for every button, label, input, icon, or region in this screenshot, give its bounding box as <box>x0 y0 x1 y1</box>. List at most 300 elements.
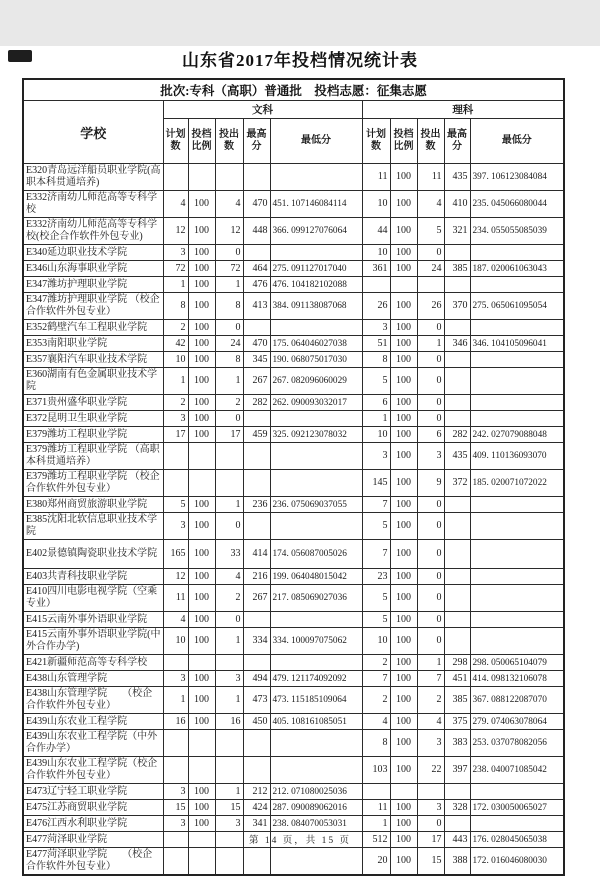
lk-ratio-cell: 100 <box>390 832 417 848</box>
lk-cast-cell: 0 <box>417 368 444 395</box>
wk-cast-cell <box>215 730 243 757</box>
lk-ratio-cell: 100 <box>390 816 417 832</box>
table-row <box>23 336 564 352</box>
wk-cast-cell: 0 <box>215 612 243 628</box>
lk-cast-cell: 11 <box>417 164 444 191</box>
wk-ratio-cell: 100 <box>188 800 215 816</box>
wk-cast-cell: 1 <box>215 687 243 714</box>
table-row <box>23 320 564 336</box>
school-cell: E380郑州商贸旅游职业学院 <box>23 497 163 513</box>
lk-ratio-cell: 100 <box>390 218 417 245</box>
lk-max-cell: 410 <box>444 191 470 218</box>
wk-max-cell: 494 <box>243 671 270 687</box>
lk-max-cell: 435 <box>444 164 470 191</box>
school-cell: E477菏泽职业学院 <box>23 832 163 848</box>
lk-max-cell <box>444 320 470 336</box>
lk-cast-cell: 0 <box>417 245 444 261</box>
wk-cast-cell <box>215 443 243 470</box>
wk-plan-cell: 1 <box>163 368 188 395</box>
scan-artifact <box>8 50 32 62</box>
wk-max-cell: 282 <box>243 395 270 411</box>
page-footer: 第 14 页，共 15 页 <box>248 836 351 846</box>
wk-ratio-cell <box>188 757 215 784</box>
wk-ratio-cell: 100 <box>188 612 215 628</box>
school-cell: E332济南幼儿师范高等专科学校(校企合作软件外包专业) <box>23 218 163 245</box>
lk-plan-cell: 11 <box>362 164 390 191</box>
wk-min-cell <box>270 164 362 191</box>
wk-min-cell <box>270 848 362 876</box>
lk-ratio-cell <box>390 784 417 800</box>
lk-ratio-cell: 100 <box>390 730 417 757</box>
wk-cast-cell: 8 <box>215 293 243 320</box>
wk-min-cell <box>270 655 362 671</box>
wk-plan-header: 计划数 <box>163 119 188 164</box>
wk-min-cell <box>270 470 362 497</box>
lk-plan-cell: 1 <box>362 816 390 832</box>
wk-max-cell: 450 <box>243 714 270 730</box>
lk-ratio-cell: 100 <box>390 395 417 411</box>
table-row <box>23 687 564 714</box>
wk-cast-cell <box>215 164 243 191</box>
wk-max-header: 最高分 <box>243 119 270 164</box>
lk-plan-cell: 5 <box>362 368 390 395</box>
lk-min-cell: 242. 027079088048 <box>470 427 564 443</box>
lk-plan-cell: 8 <box>362 352 390 368</box>
page-title: 山东省2017年投档情况统计表 <box>182 51 418 70</box>
lk-ratio-cell: 100 <box>390 427 417 443</box>
lk-ratio-cell: 100 <box>390 191 417 218</box>
wk-plan-cell <box>163 164 188 191</box>
lk-max-cell: 451 <box>444 671 470 687</box>
lk-max-header: 最高分 <box>444 119 470 164</box>
wk-cast-cell <box>215 470 243 497</box>
lk-ratio-cell: 100 <box>390 848 417 876</box>
lk-cast-cell: 0 <box>417 411 444 427</box>
wk-ratio-cell: 100 <box>188 218 215 245</box>
lk-min-cell <box>470 585 564 612</box>
table-row <box>23 164 564 191</box>
wk-ratio-cell: 100 <box>188 368 215 395</box>
lk-cast-cell: 6 <box>417 427 444 443</box>
wk-min-cell <box>270 730 362 757</box>
lk-max-cell: 397 <box>444 757 470 784</box>
lk-plan-cell: 10 <box>362 191 390 218</box>
lk-plan-cell: 11 <box>362 800 390 816</box>
lk-min-cell <box>470 569 564 585</box>
batch-line: 批次:专科（高职）普通批 投档志愿：征集志愿 <box>23 79 564 101</box>
lk-plan-cell: 3 <box>362 320 390 336</box>
wk-ratio-cell <box>188 730 215 757</box>
school-cell: E403共青科技职业学院 <box>23 569 163 585</box>
wk-ratio-cell: 100 <box>188 784 215 800</box>
wk-plan-cell: 3 <box>163 784 188 800</box>
lk-ratio-cell: 100 <box>390 320 417 336</box>
wk-max-cell: 334 <box>243 628 270 655</box>
table-row <box>23 293 564 320</box>
school-header: 学校 <box>23 101 163 164</box>
school-cell: E379潍坊工程职业学院 <box>23 427 163 443</box>
wk-cast-cell <box>215 757 243 784</box>
table-row <box>23 816 564 832</box>
lk-max-cell: 443 <box>444 832 470 848</box>
wk-plan-cell: 1 <box>163 687 188 714</box>
wk-plan-cell <box>163 757 188 784</box>
lk-max-cell: 321 <box>444 218 470 245</box>
wk-min-cell: 262. 090093032017 <box>270 395 362 411</box>
wk-max-cell: 448 <box>243 218 270 245</box>
lk-max-cell: 328 <box>444 800 470 816</box>
wk-min-cell: 175. 064046027038 <box>270 336 362 352</box>
wk-ratio-cell: 100 <box>188 497 215 513</box>
wk-ratio-cell: 100 <box>188 352 215 368</box>
lk-min-cell <box>470 628 564 655</box>
lk-ratio-cell: 100 <box>390 569 417 585</box>
table-row <box>23 671 564 687</box>
wk-plan-cell: 5 <box>163 497 188 513</box>
table-row <box>23 470 564 497</box>
lk-cast-cell: 0 <box>417 352 444 368</box>
lk-min-cell: 346. 104105096041 <box>470 336 564 352</box>
wk-cast-cell: 3 <box>215 671 243 687</box>
wk-plan-cell: 10 <box>163 628 188 655</box>
lk-plan-cell: 512 <box>362 832 390 848</box>
wk-min-cell: 479. 121174092092 <box>270 671 362 687</box>
lk-plan-cell: 7 <box>362 497 390 513</box>
wk-plan-cell <box>163 470 188 497</box>
wk-plan-cell: 42 <box>163 336 188 352</box>
school-cell: E438山东管理学院 （校企合作软件外包专业） <box>23 687 163 714</box>
wk-min-cell <box>270 513 362 540</box>
wk-plan-cell: 3 <box>163 245 188 261</box>
lk-max-cell: 383 <box>444 730 470 757</box>
school-cell: E402景德镇陶瓷职业技术学院 <box>23 540 163 569</box>
lk-min-cell <box>470 368 564 395</box>
wk-cast-cell: 0 <box>215 245 243 261</box>
lk-min-cell <box>470 352 564 368</box>
lk-max-cell: 282 <box>444 427 470 443</box>
wk-max-cell: 464 <box>243 261 270 277</box>
school-cell: E347潍坊护理职业学院 （校企合作软件外包专业） <box>23 293 163 320</box>
wk-max-cell: 470 <box>243 191 270 218</box>
lk-plan-header: 计划数 <box>362 119 390 164</box>
lk-cast-cell <box>417 784 444 800</box>
lk-ratio-cell: 100 <box>390 293 417 320</box>
lk-plan-cell: 2 <box>362 655 390 671</box>
lk-max-cell: 435 <box>444 443 470 470</box>
wk-min-cell: 217. 085069027036 <box>270 585 362 612</box>
wk-plan-cell: 1 <box>163 277 188 293</box>
lk-ratio-cell: 100 <box>390 261 417 277</box>
lk-plan-cell: 4 <box>362 714 390 730</box>
wk-max-cell: 267 <box>243 585 270 612</box>
lk-ratio-cell: 100 <box>390 671 417 687</box>
lk-ratio-header: 投档比例 <box>390 119 417 164</box>
wk-min-cell <box>270 757 362 784</box>
wk-max-cell <box>243 411 270 427</box>
wk-ratio-cell <box>188 848 215 876</box>
wk-plan-cell <box>163 443 188 470</box>
wk-ratio-cell: 100 <box>188 585 215 612</box>
school-cell: E477菏泽职业学院 （校企合作软件外包专业） <box>23 848 163 876</box>
wk-plan-cell: 10 <box>163 352 188 368</box>
wk-plan-cell: 72 <box>163 261 188 277</box>
lk-cast-cell: 9 <box>417 470 444 497</box>
wk-cast-cell: 2 <box>215 585 243 612</box>
table-row <box>23 261 564 277</box>
wk-ratio-cell: 100 <box>188 245 215 261</box>
lk-ratio-cell: 100 <box>390 352 417 368</box>
wk-min-cell <box>270 612 362 628</box>
lk-max-cell <box>444 497 470 513</box>
lk-max-cell: 385 <box>444 261 470 277</box>
wk-cast-cell: 2 <box>215 395 243 411</box>
wk-max-cell <box>243 513 270 540</box>
lk-plan-cell: 44 <box>362 218 390 245</box>
section-wenke: 文科 <box>163 101 362 119</box>
table-row <box>23 628 564 655</box>
wk-min-cell: 405. 108161085051 <box>270 714 362 730</box>
lk-min-cell: 279. 074063078064 <box>470 714 564 730</box>
admission-table <box>22 78 565 876</box>
wk-max-cell <box>243 730 270 757</box>
wk-max-cell: 267 <box>243 368 270 395</box>
lk-plan-cell: 10 <box>362 245 390 261</box>
wk-min-cell: 236. 075069037055 <box>270 497 362 513</box>
lk-plan-cell <box>362 784 390 800</box>
school-cell: E438山东管理学院 <box>23 671 163 687</box>
wk-min-cell: 199. 064048015042 <box>270 569 362 585</box>
lk-cast-cell: 0 <box>417 513 444 540</box>
lk-min-cell: 235. 045066080044 <box>470 191 564 218</box>
table-row <box>23 368 564 395</box>
lk-min-cell: 253. 037078082056 <box>470 730 564 757</box>
lk-min-cell <box>470 411 564 427</box>
lk-max-cell <box>444 569 470 585</box>
lk-ratio-cell: 100 <box>390 800 417 816</box>
wk-cast-cell: 16 <box>215 714 243 730</box>
school-cell: E385沈阳北软信息职业技术学院 <box>23 513 163 540</box>
wk-cast-cell: 1 <box>215 784 243 800</box>
lk-max-cell <box>444 540 470 569</box>
lk-min-cell <box>470 540 564 569</box>
lk-max-cell: 346 <box>444 336 470 352</box>
wk-min-cell: 451. 107146084114 <box>270 191 362 218</box>
lk-plan-cell: 103 <box>362 757 390 784</box>
lk-min-cell <box>470 816 564 832</box>
wk-max-cell: 470 <box>243 336 270 352</box>
lk-plan-cell: 5 <box>362 612 390 628</box>
wk-min-cell: 267. 082096060029 <box>270 368 362 395</box>
wk-ratio-cell: 100 <box>188 261 215 277</box>
wk-plan-cell: 3 <box>163 513 188 540</box>
lk-min-cell <box>470 320 564 336</box>
lk-plan-cell: 361 <box>362 261 390 277</box>
lk-plan-cell: 3 <box>362 443 390 470</box>
lk-cast-cell: 22 <box>417 757 444 784</box>
wk-cast-cell: 1 <box>215 628 243 655</box>
table-row <box>23 848 564 876</box>
lk-ratio-cell: 100 <box>390 655 417 671</box>
lk-max-cell: 372 <box>444 470 470 497</box>
lk-cast-cell <box>417 277 444 293</box>
wk-plan-cell: 3 <box>163 671 188 687</box>
table-row <box>23 427 564 443</box>
school-cell: E415云南外事外语职业学院 <box>23 612 163 628</box>
wk-ratio-cell: 100 <box>188 513 215 540</box>
wk-max-cell: 236 <box>243 497 270 513</box>
table-row <box>23 800 564 816</box>
lk-ratio-cell: 100 <box>390 757 417 784</box>
lk-cast-cell: 4 <box>417 714 444 730</box>
table-row <box>23 757 564 784</box>
table-row <box>23 714 564 730</box>
lk-cast-cell: 1 <box>417 336 444 352</box>
wk-ratio-cell: 100 <box>188 687 215 714</box>
lk-min-cell: 414. 098132106078 <box>470 671 564 687</box>
wk-cast-cell: 0 <box>215 513 243 540</box>
wk-max-cell <box>243 655 270 671</box>
lk-plan-cell: 8 <box>362 730 390 757</box>
wk-cast-cell: 8 <box>215 352 243 368</box>
lk-cast-cell: 0 <box>417 395 444 411</box>
wk-max-cell: 341 <box>243 816 270 832</box>
wk-cast-cell: 4 <box>215 569 243 585</box>
wk-min-cell <box>270 411 362 427</box>
wk-max-cell: 476 <box>243 277 270 293</box>
lk-max-cell <box>444 368 470 395</box>
lk-cast-cell: 0 <box>417 816 444 832</box>
wk-ratio-cell: 100 <box>188 277 215 293</box>
wk-min-cell: 476. 104182102088 <box>270 277 362 293</box>
wk-ratio-cell: 100 <box>188 628 215 655</box>
school-cell: E475江苏商贸职业学院 <box>23 800 163 816</box>
batch-row <box>23 79 564 101</box>
lk-min-cell <box>470 612 564 628</box>
wk-min-cell: 287. 090089062016 <box>270 800 362 816</box>
wk-min-cell: 366. 099127076064 <box>270 218 362 245</box>
lk-ratio-cell: 100 <box>390 540 417 569</box>
table-row <box>23 655 564 671</box>
lk-plan-cell: 7 <box>362 540 390 569</box>
wk-max-cell: 212 <box>243 784 270 800</box>
lk-plan-cell: 1 <box>362 411 390 427</box>
wk-min-cell: 190. 068075017030 <box>270 352 362 368</box>
lk-ratio-cell <box>390 277 417 293</box>
lk-ratio-cell: 100 <box>390 470 417 497</box>
wk-max-cell <box>243 757 270 784</box>
wk-min-cell: 384. 091138087068 <box>270 293 362 320</box>
table-row <box>23 245 564 261</box>
lk-cast-cell: 4 <box>417 191 444 218</box>
lk-cast-cell: 7 <box>417 671 444 687</box>
wk-plan-cell <box>163 848 188 876</box>
table-row <box>23 513 564 540</box>
wk-cast-cell: 17 <box>215 427 243 443</box>
wk-cast-cell <box>215 848 243 876</box>
lk-cast-cell: 0 <box>417 497 444 513</box>
lk-max-cell <box>444 352 470 368</box>
lk-cast-cell: 3 <box>417 730 444 757</box>
wk-cast-cell: 72 <box>215 261 243 277</box>
lk-min-cell: 172. 030050065027 <box>470 800 564 816</box>
wk-ratio-cell: 100 <box>188 336 215 352</box>
lk-ratio-cell: 100 <box>390 513 417 540</box>
lk-cast-cell: 3 <box>417 800 444 816</box>
wk-plan-cell: 17 <box>163 427 188 443</box>
wk-cast-cell: 0 <box>215 320 243 336</box>
lk-ratio-cell: 100 <box>390 612 417 628</box>
lk-ratio-cell: 100 <box>390 245 417 261</box>
wk-max-cell <box>243 470 270 497</box>
lk-min-cell: 234. 055055085039 <box>470 218 564 245</box>
table-row <box>23 218 564 245</box>
wk-cast-cell: 15 <box>215 800 243 816</box>
lk-min-cell: 187. 020061063043 <box>470 261 564 277</box>
school-cell: E357襄阳汽车职业技术学院 <box>23 352 163 368</box>
wk-ratio-cell: 100 <box>188 427 215 443</box>
lk-ratio-cell: 100 <box>390 368 417 395</box>
lk-min-cell: 409. 110136093070 <box>470 443 564 470</box>
wk-plan-cell: 11 <box>163 585 188 612</box>
wk-ratio-cell: 100 <box>188 816 215 832</box>
table-row <box>23 191 564 218</box>
wk-ratio-cell <box>188 443 215 470</box>
lk-cast-cell: 15 <box>417 848 444 876</box>
table-row <box>23 277 564 293</box>
lk-min-cell: 275. 065061095054 <box>470 293 564 320</box>
wk-plan-cell: 15 <box>163 800 188 816</box>
lk-plan-cell: 10 <box>362 427 390 443</box>
lk-max-cell: 388 <box>444 848 470 876</box>
wk-plan-cell: 16 <box>163 714 188 730</box>
lk-cast-cell: 0 <box>417 320 444 336</box>
wk-plan-cell: 3 <box>163 411 188 427</box>
lk-cast-header: 投出数 <box>417 119 444 164</box>
lk-min-cell: 397. 106123084084 <box>470 164 564 191</box>
wk-ratio-cell <box>188 164 215 191</box>
wk-cast-header: 投出数 <box>215 119 243 164</box>
lk-ratio-cell: 100 <box>390 497 417 513</box>
wk-ratio-cell: 100 <box>188 320 215 336</box>
wk-ratio-header: 投档比例 <box>188 119 215 164</box>
school-cell: E379潍坊工程职业学院 （校企合作软件外包专业） <box>23 470 163 497</box>
lk-ratio-cell: 100 <box>390 585 417 612</box>
lk-ratio-cell: 100 <box>390 687 417 714</box>
wk-ratio-cell: 100 <box>188 191 215 218</box>
lk-cast-cell: 2 <box>417 687 444 714</box>
lk-cast-cell: 1 <box>417 655 444 671</box>
wk-ratio-cell: 100 <box>188 395 215 411</box>
school-cell: E439山东农业工程学院（中外合作办学） <box>23 730 163 757</box>
wk-ratio-cell: 100 <box>188 540 215 569</box>
school-cell: E415云南外事外语职业学院(中外合作办学) <box>23 628 163 655</box>
lk-cast-cell: 0 <box>417 628 444 655</box>
wk-plan-cell: 8 <box>163 293 188 320</box>
wk-min-cell: 212. 071080025036 <box>270 784 362 800</box>
lk-plan-cell: 7 <box>362 671 390 687</box>
school-cell: E320青岛远洋船员职业学院(高职本科贯通培养) <box>23 164 163 191</box>
lk-plan-cell <box>362 277 390 293</box>
lk-plan-cell: 51 <box>362 336 390 352</box>
table-row <box>23 443 564 470</box>
wk-max-cell <box>243 612 270 628</box>
wk-cast-cell: 3 <box>215 816 243 832</box>
wk-plan-cell: 12 <box>163 218 188 245</box>
lk-cast-cell: 0 <box>417 540 444 569</box>
lk-min-cell <box>470 395 564 411</box>
table-row <box>23 585 564 612</box>
lk-cast-cell: 17 <box>417 832 444 848</box>
